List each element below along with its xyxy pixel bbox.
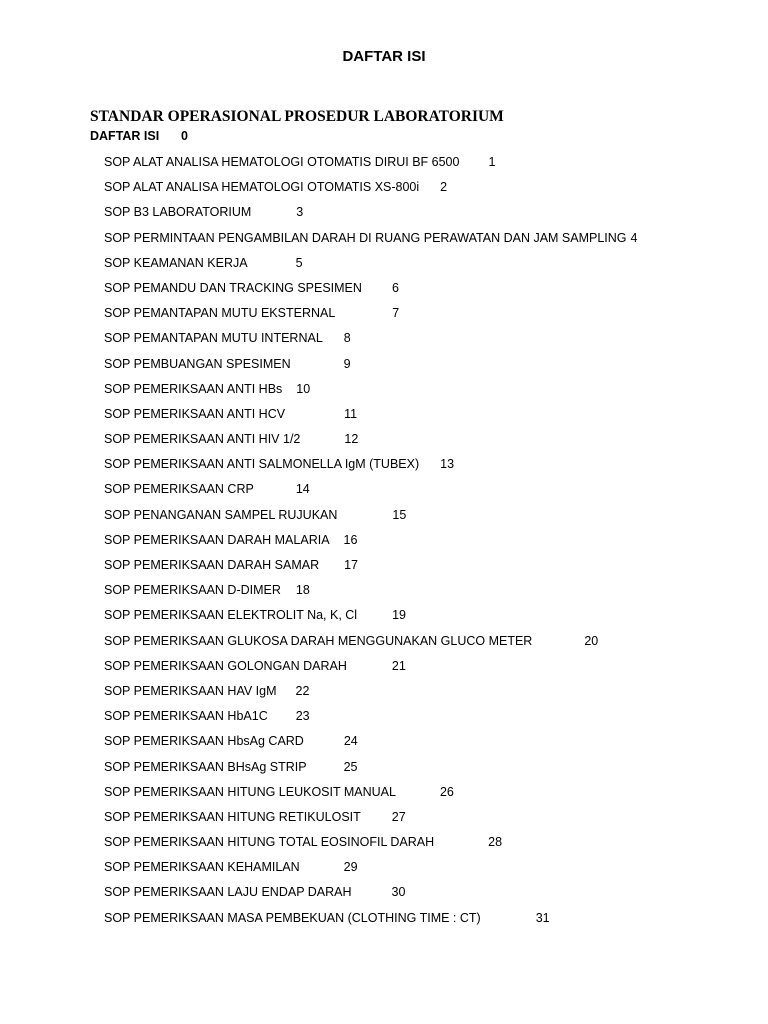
toc-entry-page: 30 [391,885,406,900]
toc-entry [104,477,704,502]
toc-entry [104,301,704,326]
toc-entry-title: SOP PEMERIKSAAN ANTI HIV 1/2 [104,432,301,447]
toc-entry [104,755,704,780]
toc-entry [104,226,704,251]
toc-entry [104,427,704,452]
toc-entry-title: SOP B3 LABORATORIUM [104,205,252,220]
toc-entry [104,654,704,679]
toc-entry-title: SOP PEMBUANGAN SPESIMEN [104,356,291,371]
toc-entry-page: 9 [343,356,351,371]
toc-entry [104,880,704,905]
toc-entry-page: 25 [343,759,358,774]
toc-entry-page: 21 [391,658,406,673]
toc-entry-title: SOP PEMERIKSAAN HITUNG TOTAL EOSINOFIL DARAH [104,835,435,850]
toc-entry [104,200,704,225]
toc-entry-page: 4 [630,230,638,245]
toc-entry [104,452,704,477]
toc-entry-title: SOP PEMERIKSAAN ELEKTROLIT Na, K, Cl [104,608,358,623]
toc-entry [104,352,704,377]
toc-entry-page: 10 [296,381,311,396]
toc-entry-page: 20 [584,633,599,648]
toc-entry [104,805,704,830]
toc-entry [104,276,704,301]
toc-entry-page: 12 [344,432,359,447]
toc-entry [104,326,704,351]
toc-entry [104,251,704,276]
toc-entry-page: 18 [295,583,310,598]
toc-list [104,150,704,931]
toc-entry-page: 15 [392,507,407,522]
toc-entry-title: SOP ALAT ANALISA HEMATOLOGI OTOMATIS DIRUI BF 6500 [104,155,460,169]
toc-entry-page: 3 [296,205,304,220]
toc-entry-page: 29 [343,860,358,875]
toc-entry-title: SOP KEAMANAN KERJA [104,255,248,270]
toc-entry-title: SOP PEMANTAPAN MUTU INTERNAL [104,331,323,346]
toc-entry-title: SOP PEMERIKSAAN HbA1C [104,709,268,724]
toc-entry [104,175,704,200]
toc-entry-title: SOP PEMERIKSAAN HITUNG RETIKULOSIT [104,809,361,824]
toc-entry-page: 6 [391,280,399,295]
document-heading: STANDAR OPERASIONAL PROSEDUR LABORATORIUM [90,108,504,125]
toc-entry [104,503,704,528]
toc-entry [104,855,704,880]
toc-entry-title: SOP PEMERIKSAAN DARAH SAMAR [104,558,320,572]
toc-entry-page: 27 [391,809,406,824]
toc-entry [104,553,704,578]
toc-entry-title: SOP PEMERIKSAAN D-DIMER [104,583,281,598]
toc-entry-page: 5 [295,255,303,270]
toc-entry [104,679,704,704]
toc-entry-page: 23 [295,709,310,724]
toc-label-page: 0 [181,129,188,143]
toc-entry [104,402,704,427]
toc-entry-page: 7 [392,306,400,321]
toc-entry-title: SOP PERMINTAAN PENGAMBILAN DARAH DI RUANG PERAWATAN DAN JAM SAMPLING [104,230,627,245]
toc-entry-page: 22 [295,683,310,698]
toc-entry-title: SOP PEMERIKSAAN HITUNG LEUKOSIT MANUAL [104,784,396,799]
toc-entry-page: 16 [343,532,358,547]
toc-entry [104,377,704,402]
toc-label [90,129,188,143]
toc-entry [104,528,704,553]
toc-entry-title: SOP PEMERIKSAAN ANTI HBs [104,381,283,396]
toc-entry-title: SOP PEMERIKSAAN KEHAMILAN [104,860,300,875]
toc-entry-title: SOP PEMERIKSAAN MASA PEMBEKUAN (CLOTHING TIME : CT) [104,910,481,925]
toc-entry-title: SOP PEMERIKSAAN BHsAg STRIP [104,759,307,774]
toc-entry-title: SOP PEMANDU DAN TRACKING SPESIMEN [104,280,362,295]
toc-entry-title: SOP PEMERIKSAAN ANTI HCV [104,406,286,421]
toc-entry-page: 13 [440,457,455,472]
toc-entry-page: 26 [439,784,454,799]
toc-entry [104,603,704,628]
page-title: DAFTAR ISI [342,48,426,65]
toc-entry-page: 11 [344,406,358,421]
toc-entry-page: 14 [295,482,310,497]
toc-entry [104,906,704,931]
toc-entry-title: SOP ALAT ANALISA HEMATOLOGI OTOMATIS XS-800i [104,180,420,195]
toc-entry [104,629,704,654]
toc-entry-page: 31 [535,910,550,925]
toc-entry-page: 8 [343,331,351,346]
toc-label-text: DAFTAR ISI [90,129,160,143]
toc-entry-title: SOP PEMERIKSAAN DARAH MALARIA [104,532,330,547]
toc-entry-title: SOP PEMERIKSAAN HbsAg CARD [104,734,304,749]
toc-entry-title: SOP PEMERIKSAAN GOLONGAN DARAH [104,658,347,673]
toc-entry [104,704,704,729]
toc-entry [104,150,704,175]
toc-entry-page: 28 [488,835,503,850]
toc-entry-title: SOP PENANGANAN SAMPEL RUJUKAN [104,507,338,522]
toc-entry [104,780,704,805]
toc-entry-page: 17 [344,558,359,572]
toc-entry-title: SOP PEMERIKSAAN LAJU ENDAP DARAH [104,885,352,900]
toc-entry-title: SOP PEMERIKSAAN CRP [104,482,254,497]
toc-entry-page: 1 [488,155,496,169]
toc-entry-page: 24 [343,734,358,749]
toc-entry [104,578,704,603]
toc-entry-title: SOP PEMERIKSAAN HAV IgM [104,683,277,698]
toc-entry-page: 2 [440,180,448,195]
toc-entry-title: SOP PEMERIKSAAN ANTI SALMONELLA IgM (TUBEX) [104,457,420,472]
toc-entry [104,830,704,855]
toc-entry-title: SOP PEMANTAPAN MUTU EKSTERNAL [104,306,336,321]
toc-entry [104,729,704,754]
toc-entry-title: SOP PEMERIKSAAN GLUKOSA DARAH MENGGUNAKAN GLUCO METER [104,633,533,648]
toc-entry-page: 19 [392,608,406,623]
